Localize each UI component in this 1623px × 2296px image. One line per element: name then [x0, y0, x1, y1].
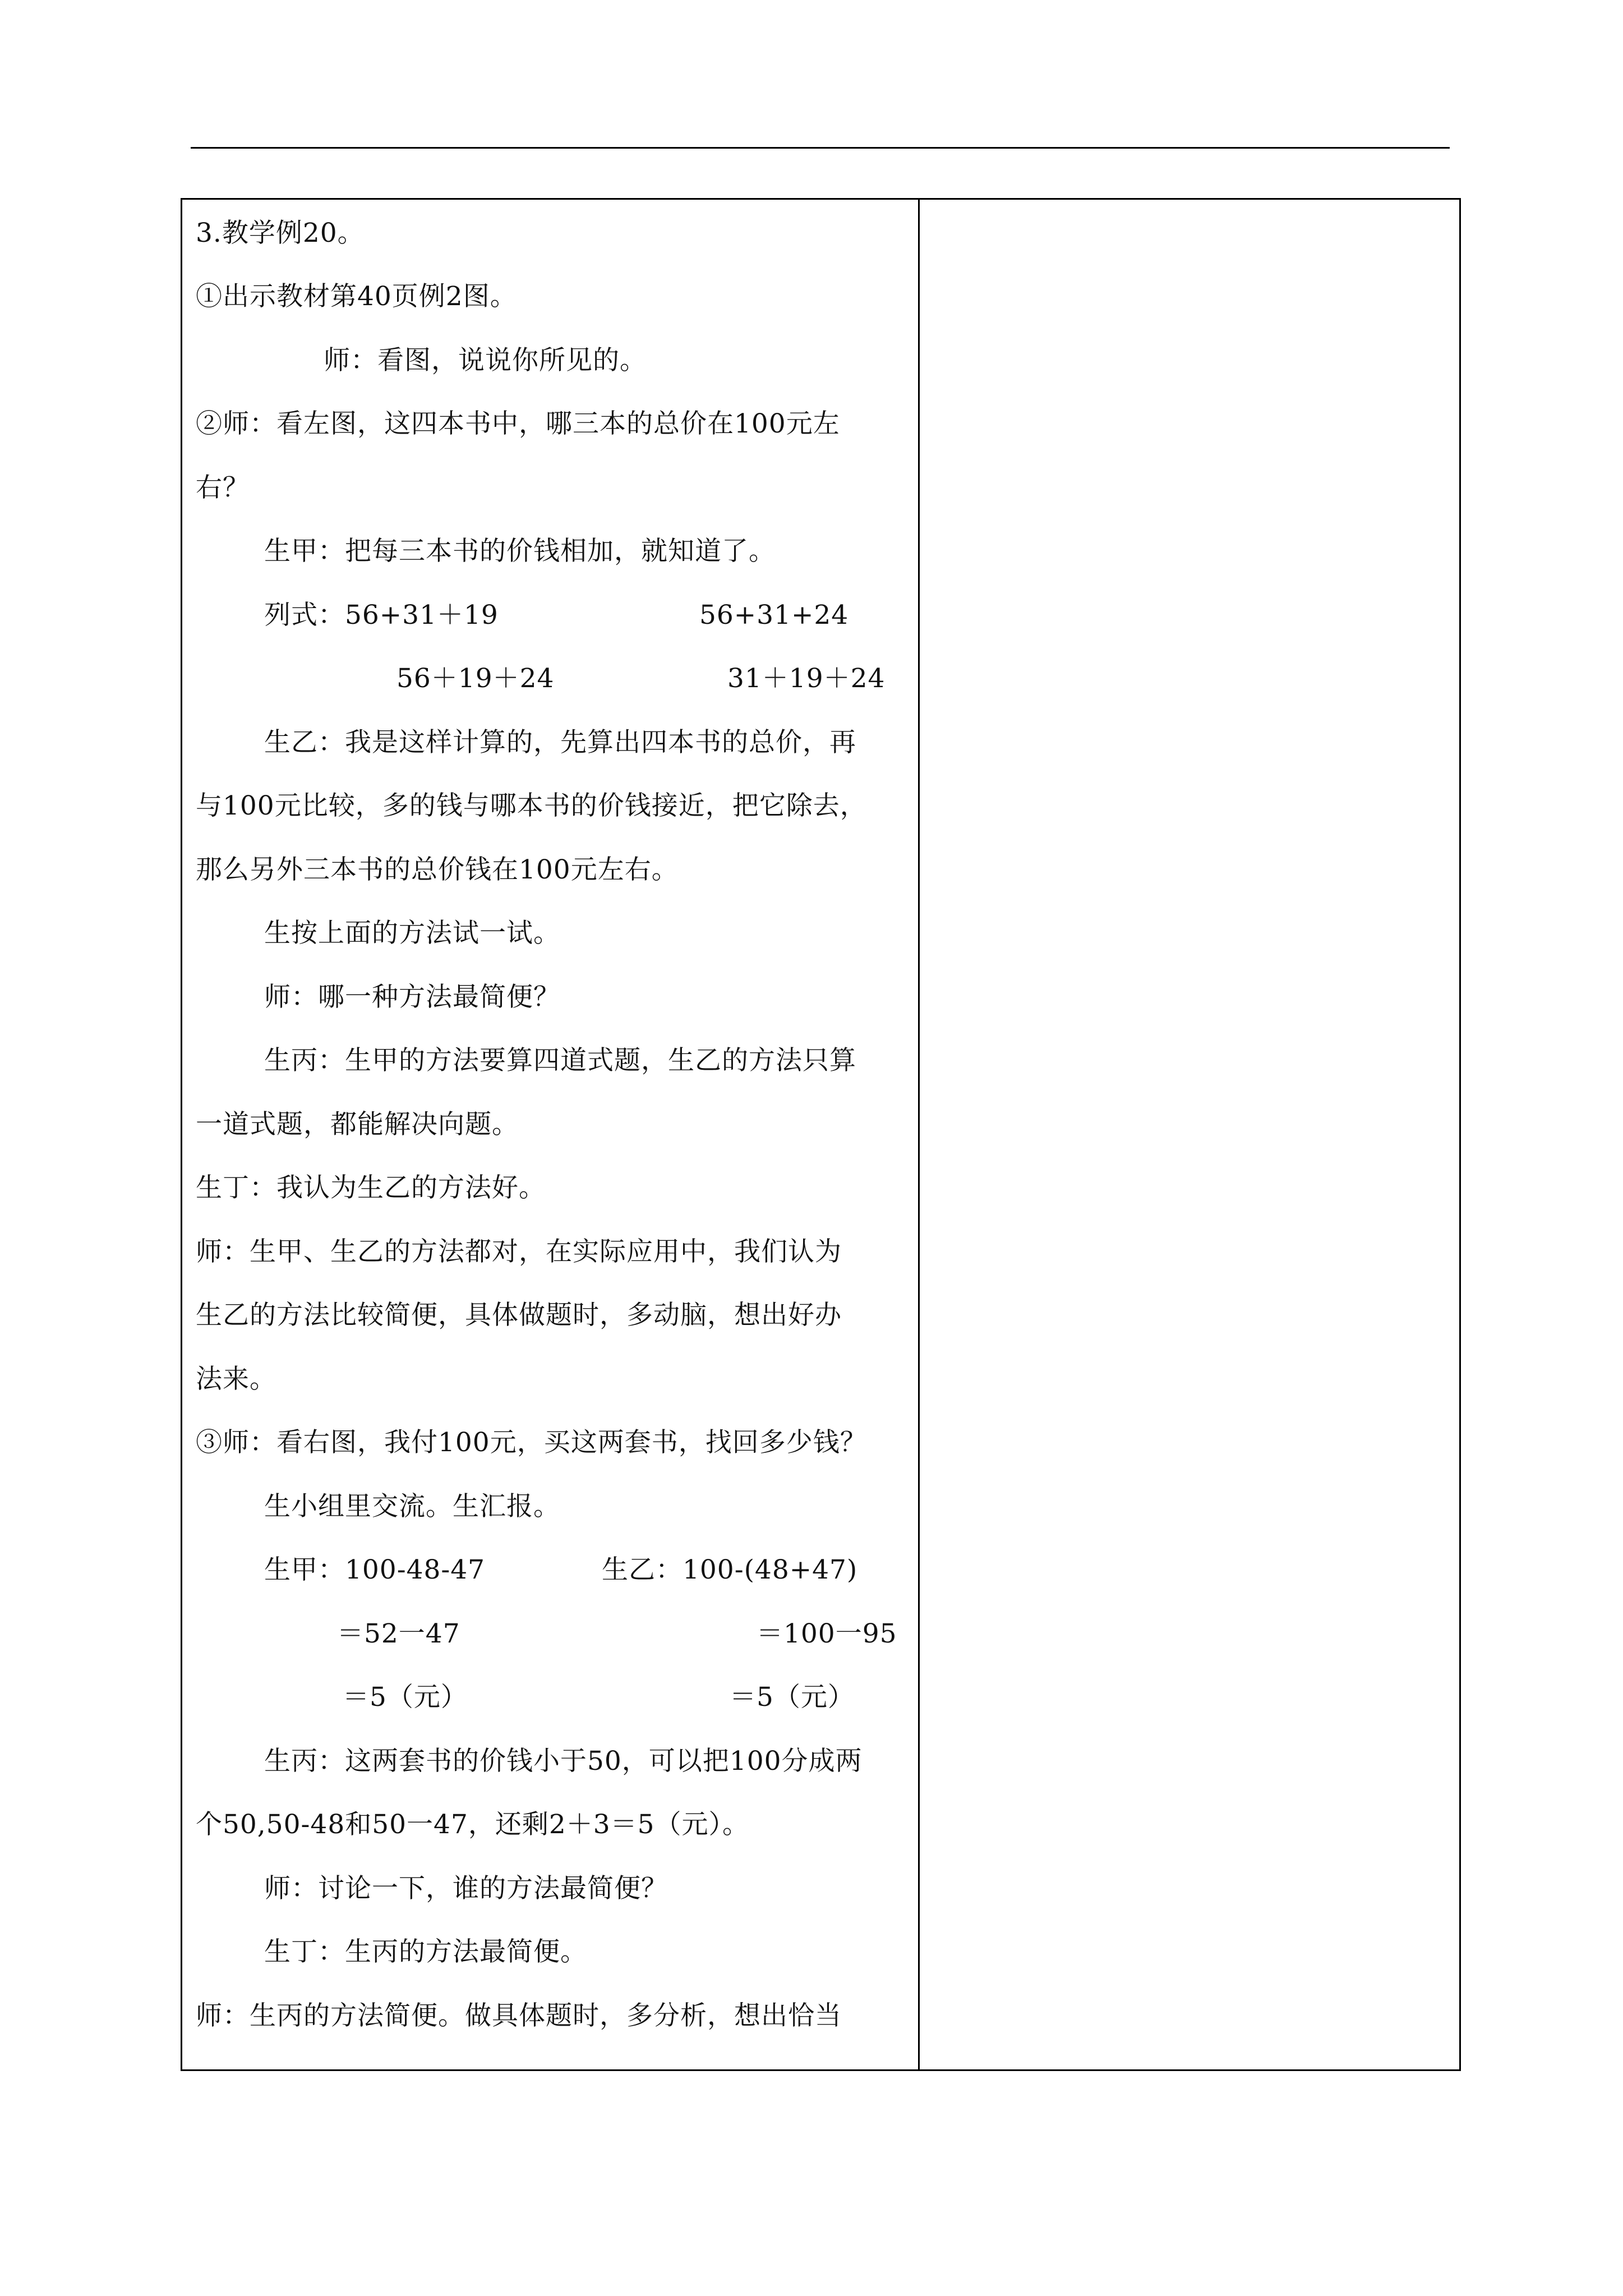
text-line: 生丙：生甲的方法要算四道式题，生乙的方法只算 — [264, 1045, 856, 1076]
text-line: 师：生丙的方法简便。做具体题时，多分析，想出恰当 — [196, 2000, 842, 2031]
text-line: 师：哪一种方法最简便？ — [264, 982, 560, 1013]
text-line: 法来。 — [196, 1364, 276, 1395]
text-line: 生丙：这两套书的价钱小于50，可以把100分成两 — [264, 1746, 863, 1777]
text-line: 右？ — [196, 472, 250, 503]
text-line: 生按上面的方法试一试。 — [264, 918, 560, 949]
text-line: ＝52一47 — [337, 1618, 460, 1649]
text-line: 师：生甲、生乙的方法都对，在实际应用中，我们认为 — [196, 1236, 842, 1267]
text-line: 56+31+24 — [699, 600, 849, 631]
text-line: 生丁：生丙的方法最简便。 — [264, 1936, 587, 1967]
text-line: 师：讨论一下，谁的方法最简便？ — [264, 1873, 668, 1904]
text-line: 生甲：把每三本书的价钱相加，就知道了。 — [264, 536, 776, 567]
text-line: ①出示教材第40页例2图。 — [196, 281, 517, 312]
notes-cell — [920, 200, 1459, 2069]
text-line: ③师：看右图，我付100元，买这两套书，找回多少钱？ — [196, 1427, 867, 1458]
text-line: ＝5（元） — [343, 1682, 468, 1713]
text-line: ②师：看左图，这四本书中，哪三本的总价在100元左 — [196, 408, 840, 439]
text-line: 生甲：100-48-47 — [264, 1554, 486, 1585]
text-line: 生乙：我是这样计算的，先算出四本书的总价，再 — [264, 727, 856, 758]
text-line: 56＋19＋24 — [396, 663, 555, 694]
text-line: 列式：56+31＋19 — [264, 600, 499, 631]
text-line: ＝5（元） — [730, 1682, 855, 1713]
text-line: 个50,50-48和50一47，还剩2＋3＝5（元）。 — [196, 1809, 750, 1840]
text-line: 师：看图，说说你所见的。 — [324, 345, 647, 376]
lesson-content-cell — [196, 200, 908, 2069]
text-line: 生乙的方法比较简便，具体做题时，多动脑，想出好办 — [196, 1300, 842, 1331]
text-line: 31＋19＋24 — [727, 663, 886, 694]
text-line: 与100元比较，多的钱与哪本书的价钱接近，把它除去， — [196, 790, 867, 821]
text-line: 生小组里交流。生汇报。 — [264, 1491, 560, 1522]
text-line: 那么另外三本书的总价钱在100元左右。 — [196, 854, 679, 885]
column-divider — [918, 200, 920, 2069]
text-line: 一道式题，都能解决向题。 — [196, 1109, 519, 1140]
text-line: 生乙：100-(48+47) — [602, 1554, 858, 1585]
text-line: 3.教学例20。 — [196, 218, 365, 249]
header-rule — [191, 147, 1450, 149]
text-line: ＝100一95 — [757, 1618, 897, 1649]
text-line: 生丁：我认为生乙的方法好。 — [196, 1172, 546, 1203]
lesson-table — [181, 198, 1461, 2071]
